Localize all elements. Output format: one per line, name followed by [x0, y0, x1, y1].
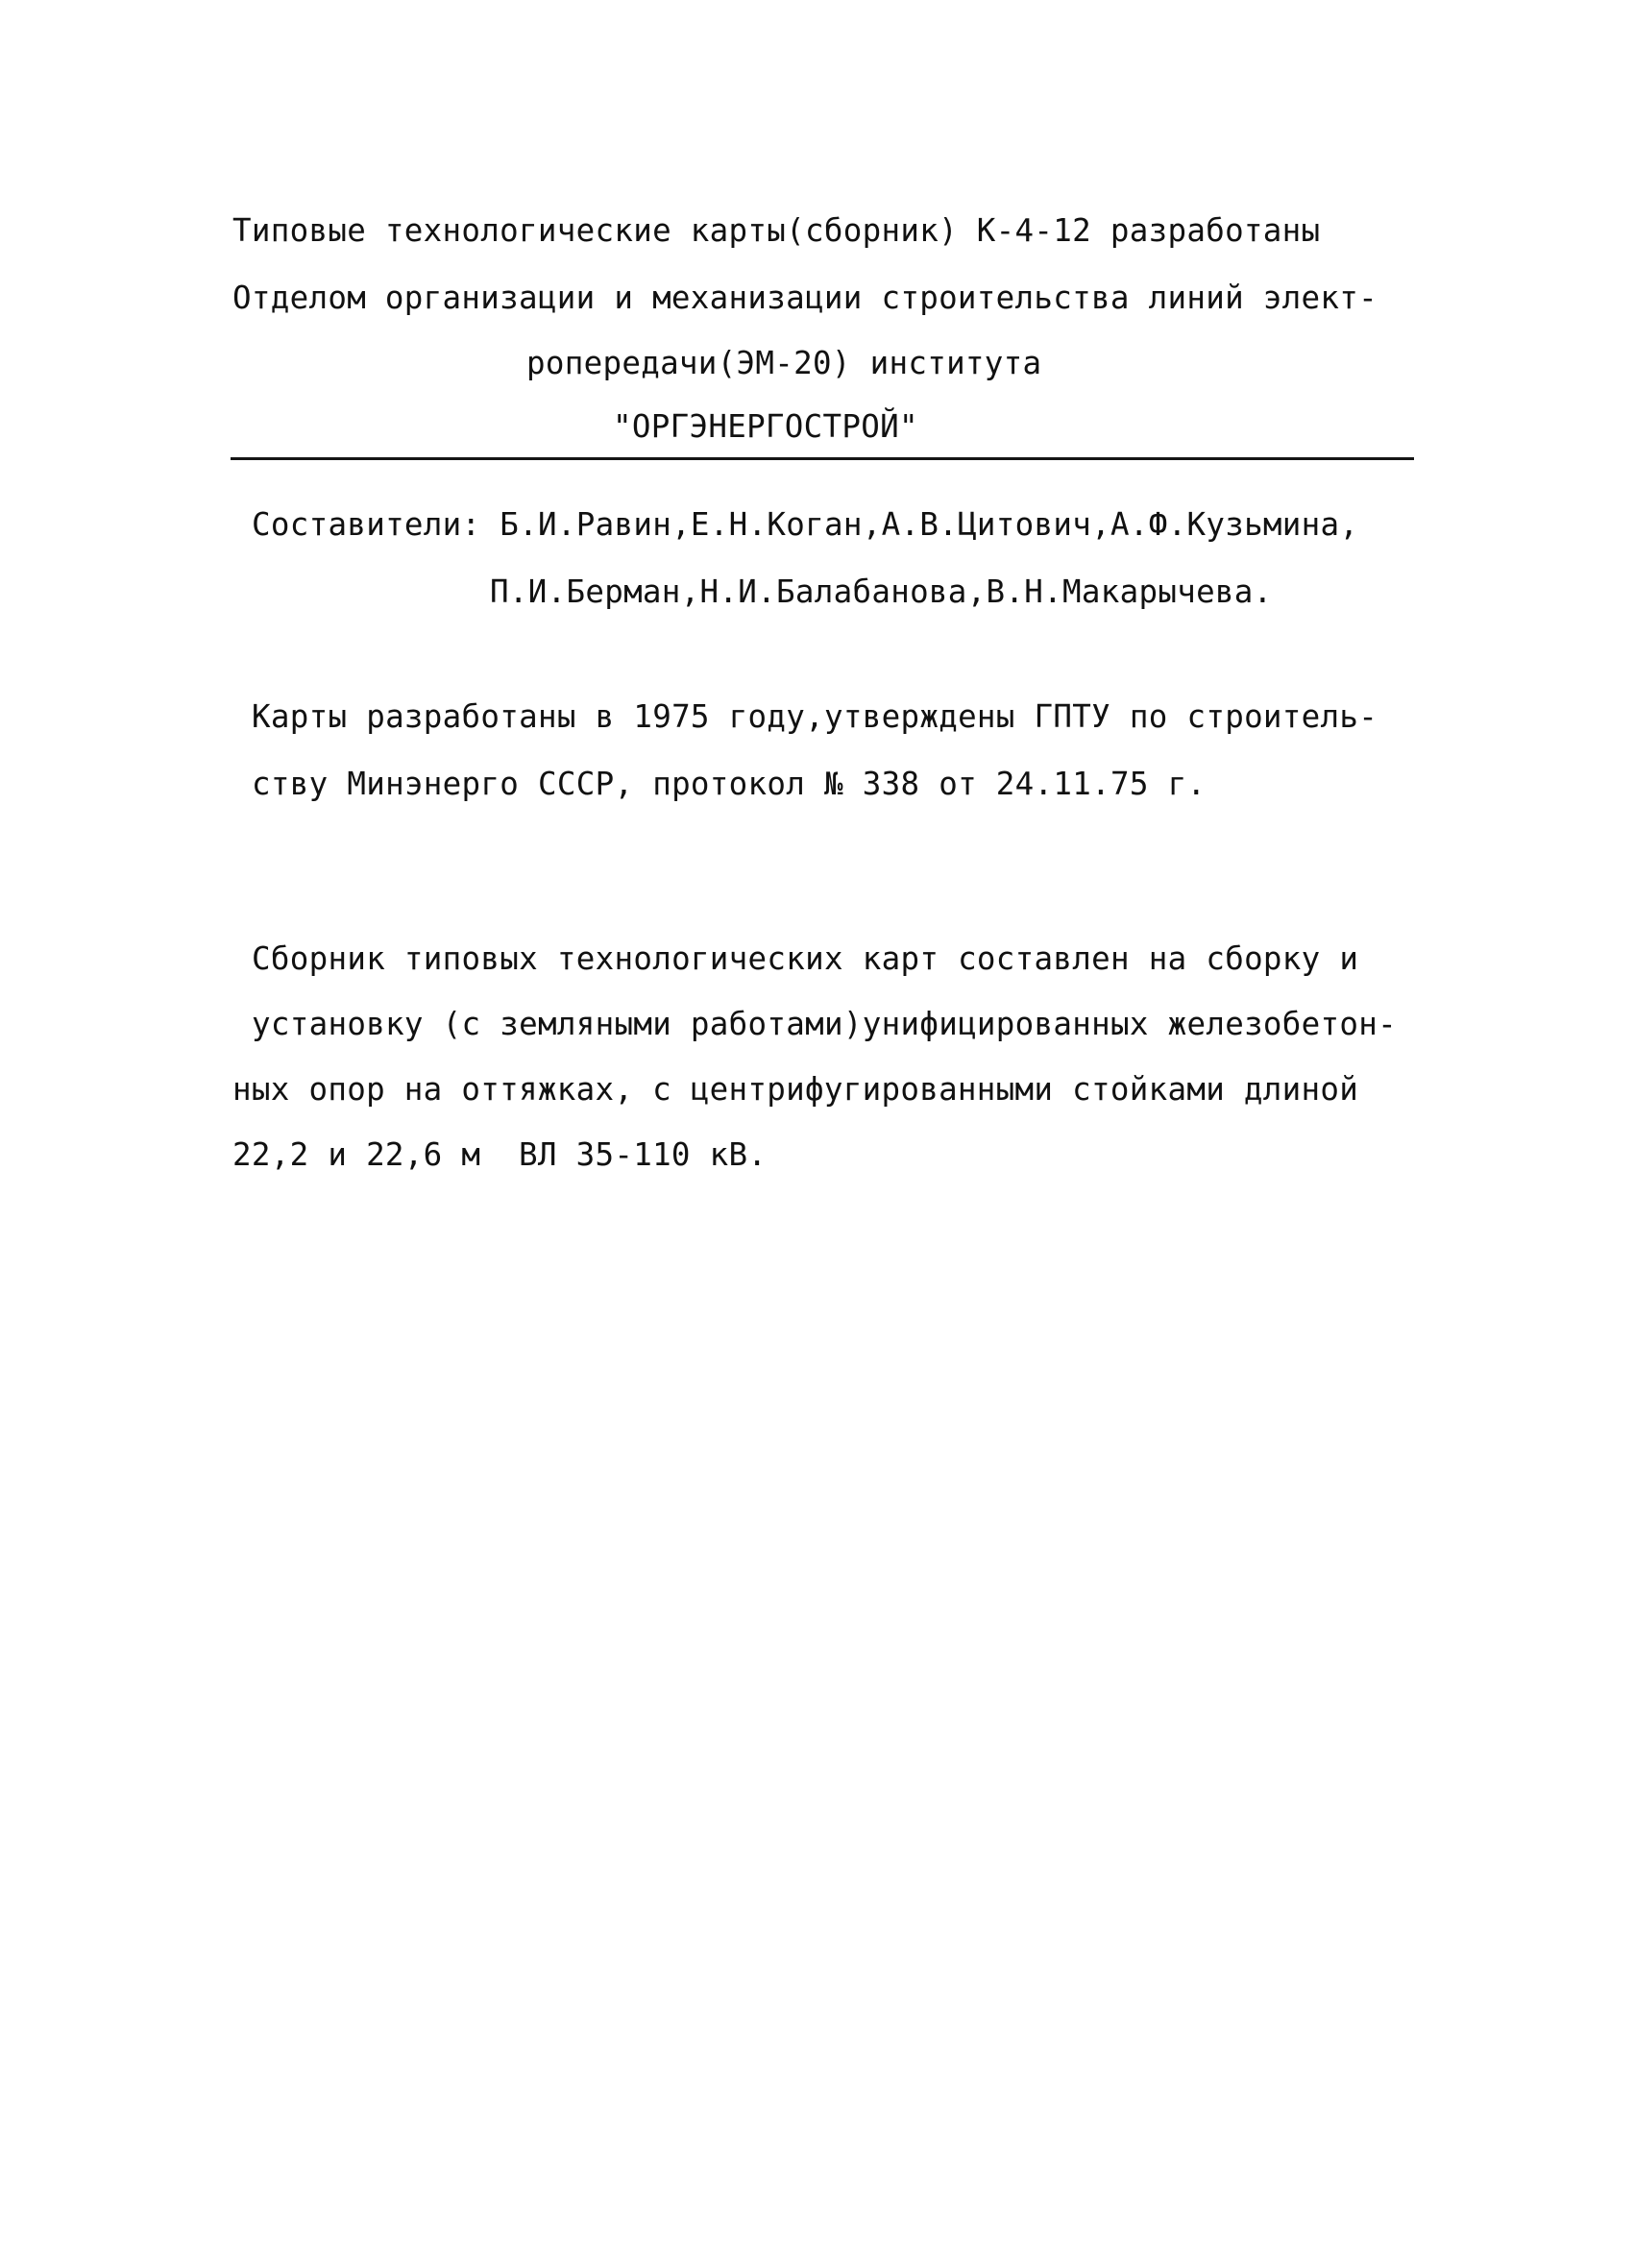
header-line-1: Типовые технологические карты(сборник) К-4-12 разработаны — [232, 212, 1321, 249]
authors-line-1: Составители: Б.И.Равин,Е.Н.Коган,А.В.Цитович,А.Ф.Кузьмина, — [252, 506, 1359, 543]
approval-line-1: Карты разработаны в 1975 году,утверждены ГПТУ по строитель- — [252, 698, 1378, 735]
description-line-2: установку (с земляными работами)унифицированных железобетон- — [252, 1006, 1397, 1042]
description-line-4: 22,2 и 22,6 м ВЛ 35-110 кВ. — [232, 1136, 768, 1173]
approval-line-2: ству Минэнерго СССР, протокол № 338 от 24.11.75 г. — [252, 766, 1207, 802]
header-line-2: Отделом организации и механизации строительства линий элект- — [232, 280, 1378, 316]
header-line-4: "ОРГЭНЕРГОСТРОЙ" — [613, 408, 918, 445]
description-line-1: Сборник типовых технологических карт составлен на сборку и — [252, 940, 1359, 977]
header-divider — [231, 457, 1414, 460]
header-line-3: ропередачи(ЭМ-20) института — [526, 345, 1042, 381]
authors-line-2: П.И.Берман,Н.И.Балабанова,В.Н.Макарычева. — [490, 573, 1273, 610]
description-line-3: ных опор на оттяжках, с центрифугированными стойками длиной — [232, 1071, 1359, 1108]
